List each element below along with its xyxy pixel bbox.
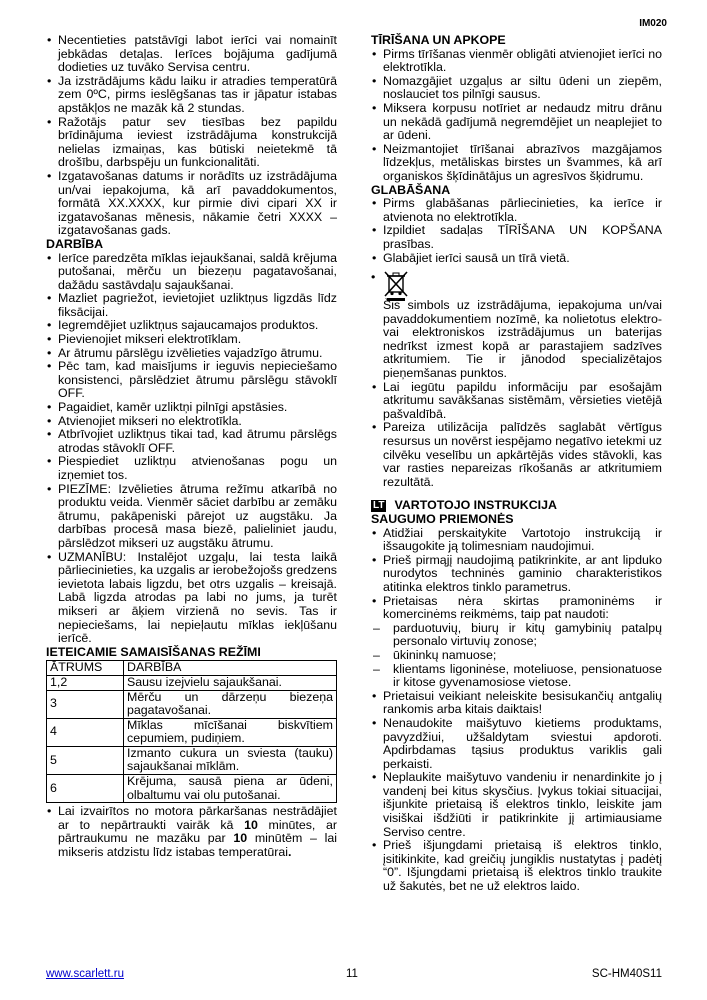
lt-language-badge: LT xyxy=(373,500,385,512)
lt-section-heading xyxy=(371,499,662,513)
list-item: • Prietaisui veikiant neleiskite besisukančių antgalių rankomis arba kitais daiktais! xyxy=(371,690,662,717)
table-cell-desc: Mīklas mīcīšanai biskvītiem cepumiem, pudiņiem. xyxy=(124,718,337,746)
recycle-symbol-row xyxy=(371,271,662,301)
closing-list xyxy=(46,805,337,859)
page-number: 11 xyxy=(346,968,358,980)
website-link[interactable]: www.scarlett.ru xyxy=(46,968,124,980)
operation-list xyxy=(46,252,337,646)
table-cell-desc: Izmanto cukura un sviesta (tauku) sajaukšanai mīklām. xyxy=(124,746,337,774)
model-code-header: IM020 xyxy=(639,18,667,29)
table-cell-speed: 4 xyxy=(47,718,124,746)
table-cell-speed: 5 xyxy=(47,746,124,774)
list-item: • Glabājiet ierīci sausā un tīrā vietā. xyxy=(371,252,662,266)
dash-item: – parduotuvių, biurų ir kitų gamybinių patalpų personalo virtuvių zonose; xyxy=(371,622,662,649)
list-item: • Ierīce paredzēta mīklas iejaukšanai, saldā krējuma putošanai, mērču un biezeņu pagatavošanai, dažādu sastāvdaļu sajaukšanai. xyxy=(46,252,337,293)
cleaning-list xyxy=(371,48,662,184)
list-item: • Miksera korpusu notīriet ar nedaudz mitru drānu un nekādā gadījumā negremdējiet un neaplejiet to ar ūdeni. xyxy=(371,102,662,143)
list-item: • PIEZĪME: Izvēlieties ātruma režīmu atkarībā no produktu veida. Vienmēr sāciet darbību ar zemāku ātrumu, pakāpeniski pārejot uz augstāku. Ja darbības procesā masa biezē, palieliniet jaudu, pārslēdzot mikseri uz augstāku ātrumu. xyxy=(46,483,337,551)
list-item: • Izgatavošanas datums ir norādīts uz izstrādājuma un/vai iepakojuma, kā arī pavaddokumentos, formātā XX.XXXX, kur pirmie divi cipari XX ir izgatavošanas mēnesis, nākamie četri XXXX – izgatavošanas gads. xyxy=(46,170,337,238)
list-item: • Pagaidiet, kamēr uzliktņi pilnīgi apstāsies. xyxy=(46,401,337,415)
note-text: minūtēm – lai mikseris atdzistu līdz istabas temperatūrai xyxy=(58,831,337,860)
table-row xyxy=(47,775,337,803)
table-row xyxy=(47,675,337,690)
list-item: • Mazliet pagriežot, ievietojiet uzliktņus ligzdās līdz fiksācijai. xyxy=(46,292,337,319)
recycle-text: Šis simbols uz izstrādājuma, iepakojuma un/vai pavaddokumentiem nozīmē, ka nolietotus elektro- vai elektroniskos izstrādājumus un baterijas nedrīkst izmest kopā ar parastajiem sadzīves atkritumiem. Tie ir jānodod specializētajos pieņemšanas punktos. xyxy=(383,298,662,381)
table-cell-desc: Krējuma, sausā piena ar ūdeni, olbaltumu vai olu putošanai. xyxy=(124,775,337,803)
table-cell-speed: 1,2 xyxy=(47,675,124,690)
list-item: • Atbrīvojiet uzliktņus tikai tad, kad ātrumu pārslēgs atrodas stāvoklī OFF. xyxy=(46,428,337,455)
mixing-modes-table xyxy=(46,660,337,803)
list-item: • Piespiediet uzliktņu atvienošanas pogu un izņemiet tos. xyxy=(46,455,337,482)
list-item: • Pirms glabāšanas pārliecinieties, ka ierīce ir atvienota no elektrotīkla. xyxy=(371,197,662,224)
list-item: • Neplaukite maišytuvo vandeniu ir nenardinkite jo į vandenį bei kitus skysčius. Įvykus tokiai situacijai, išjunkite prietaisą iš elektros tinklo, leiskite jam visiškai išdžiūti ir patikrinkite jį artimiausiame Serviso centre. xyxy=(371,771,662,839)
table-cell-desc: Mērču un dārzeņu biezeņa pagatavošanai. xyxy=(124,690,337,718)
section-title-mixing-modes: IETEICAMIE SAMAISĪŠANAS REŽĪMI xyxy=(46,644,261,659)
table-header-operation: DARBĪBA xyxy=(124,661,337,676)
list-item: • Prieš išjungdami prietaisą iš elektros tinklo, įsitikinkite, kad greičių jungiklis nustatytas į padėtį “0”. Išjungdami prietaisą iš elektros tinklo traukite už šakutės, bet ne už elektros laido. xyxy=(371,839,662,893)
lt-instructions-title: VARTOTOJO INSTRUKCIJA xyxy=(394,498,557,513)
bullet-mark: • xyxy=(371,270,376,285)
list-item: • UZMANĪBU: Instalējot uzgaļu, lai testa laikā pārliecinieties, ka uzgalis ar ierobežojošs gredzens ievietota labais ligzdu, bet otrs uzgalis – kreisajā. Labā ligzda atrodas pa labi no jums, ja turēt mikseri ar āķiem virzienā no sevis. Tas ir nepieciešams, lai nepieļautu mīklas iekļūšanu ierīcē. xyxy=(46,551,337,646)
list-item: • Pareiza utilizācija palīdzēs saglabāt vērtīgus resursus un novērst iespējamo negatīvo ietekmi uz cilvēku veselību un apkārtējās vides stāvokli, kas var rasties nepareizas rīkošanās ar atkritumiem rezultātā. xyxy=(371,421,662,489)
list-item: • Necentieties patstāvīgi labot ierīci vai nomainīt jebkādas detaļas. Ierīces bojājuma gadījumā dodieties uz tuvāko Servisa centru. xyxy=(46,34,337,75)
table-row xyxy=(47,746,337,774)
note-number: 10 xyxy=(244,817,258,832)
list-item: • Iegremdējiet uzliktņus sajaucamajos produktos. xyxy=(46,319,337,333)
lt-safety-list xyxy=(371,527,662,622)
list-item: • Nomazgājiet uzgaļus ar siltu ūdeni un ziepēm, noslauciet tos pilnīgi sausus. xyxy=(371,75,662,102)
section-title-safety: SAUGUMO PRIEMONĖS xyxy=(371,512,514,526)
model-code-footer: SC-HM40S11 xyxy=(591,968,662,980)
right-column xyxy=(371,34,662,894)
table-cell-speed: 6 xyxy=(47,775,124,803)
list-item: • Pievienojiet mikseri elektrotīklam. xyxy=(46,333,337,347)
section-title-cleaning: TĪRĪŠANA UN APKOPE xyxy=(371,33,506,47)
table-header-speed: ĀTRUMS xyxy=(47,661,124,676)
list-item: • Ja izstrādājums kādu laiku ir atradies temperatūrā zem 0ºC, pirms ieslēgšanas tas ir jāpatur istabas apstākļos ne mazāk kā 2 stundas. xyxy=(46,75,337,116)
table-row xyxy=(47,718,337,746)
note-number: 10 xyxy=(233,831,248,846)
table-cell-speed: 3 xyxy=(47,690,124,718)
list-item: • Lai iegūtu papildu informāciju par esošajām atkritumu savākšanas sistēmām, vērsieties vietējā pašvaldībā. xyxy=(371,381,662,422)
storage-list xyxy=(371,197,662,265)
list-item: • Atvienojiet mikseri no elektrotīkla. xyxy=(46,415,337,429)
list-item: • Pirms tīrīšanas vienmēr obligāti atvienojiet ierīci no elektrotīkla. xyxy=(371,48,662,75)
note-text: minūtes, ar pārtraukumu ne mazāku par xyxy=(58,817,338,846)
lt-safety-list-continued xyxy=(371,690,662,894)
section-title-storage: GLABĀŠANA xyxy=(371,182,451,197)
list-item: • Ražotājs patur sev tiesības bez papildu brīdinājuma ieviest izstrādājuma konstrukcijā nelielas izmaiņas, kas būtiski neietekmē tā drošību, darbspēju un funkcionalitāti. xyxy=(46,116,337,170)
list-item-overheat-note xyxy=(46,805,337,859)
dash-item: – klientams ligoninėse, moteliuose, pensionatuose ir kitose gyvenamosiose vietose. xyxy=(371,663,662,690)
left-column xyxy=(46,34,337,860)
table-header-row xyxy=(47,661,337,676)
intro-list xyxy=(46,34,337,238)
table-row xyxy=(47,690,337,718)
recycle-list xyxy=(371,381,662,490)
list-item: • Ar ātrumu pārslēgu izvēlieties vajadzīgo ātrumu. xyxy=(46,347,337,361)
note-text: Lai izvairītos no motora pārkaršanas nestrādājiet ar to nepārtraukti vairāk kā xyxy=(58,804,337,832)
list-item: • Prieš pirmąjį naudojimą patikrinkite, ar ant lipduko nurodytos techninės gaminio charakteristikos atitinka elektros tinklo parametrus. xyxy=(371,554,662,595)
dash-item: – ūkininkų namuose; xyxy=(371,649,662,663)
list-item: • Pēc tam, kad maisījums ir ieguvis nepieciešamo konsistenci, pārslēdziet ātrumu pārslēgu stāvoklī OFF. xyxy=(46,360,337,401)
list-item: • Prietaisas nėra skirtas pramoninėms ir komercinėms reikmėms, taip pat naudoti: xyxy=(371,595,662,622)
list-item: • Atidžiai perskaitykite Vartotojo instrukciją ir išsaugokite ją tolimesniam naudojimui. xyxy=(371,527,662,554)
list-item: • Neizmantojiet tīrīšanai abrazīvos mazgājamos līdzekļus, metāliskas birstes un švammes, kā arī organiskos šķīdinātājus un agresīvos šķidrumu. xyxy=(371,143,662,184)
section-title-operation: DARBĪBA xyxy=(46,236,104,251)
lt-dash-list xyxy=(371,622,662,690)
crossed-bin-icon xyxy=(383,271,409,301)
table-cell-desc: Sausu izejvielu sajaukšanai. xyxy=(124,675,337,690)
list-item: • Izpildiet sadaļas TĪRĪŠANA UN KOPŠANA prasības. xyxy=(371,224,662,251)
list-item: • Nenaudokite maišytuvo kietiems produktams, pavyzdžiui, užšaldytam sviestui apdoroti. Apdirbdamas tąsius produktus variklis gali perkaisti. xyxy=(371,717,662,771)
note-period: . xyxy=(288,845,292,860)
